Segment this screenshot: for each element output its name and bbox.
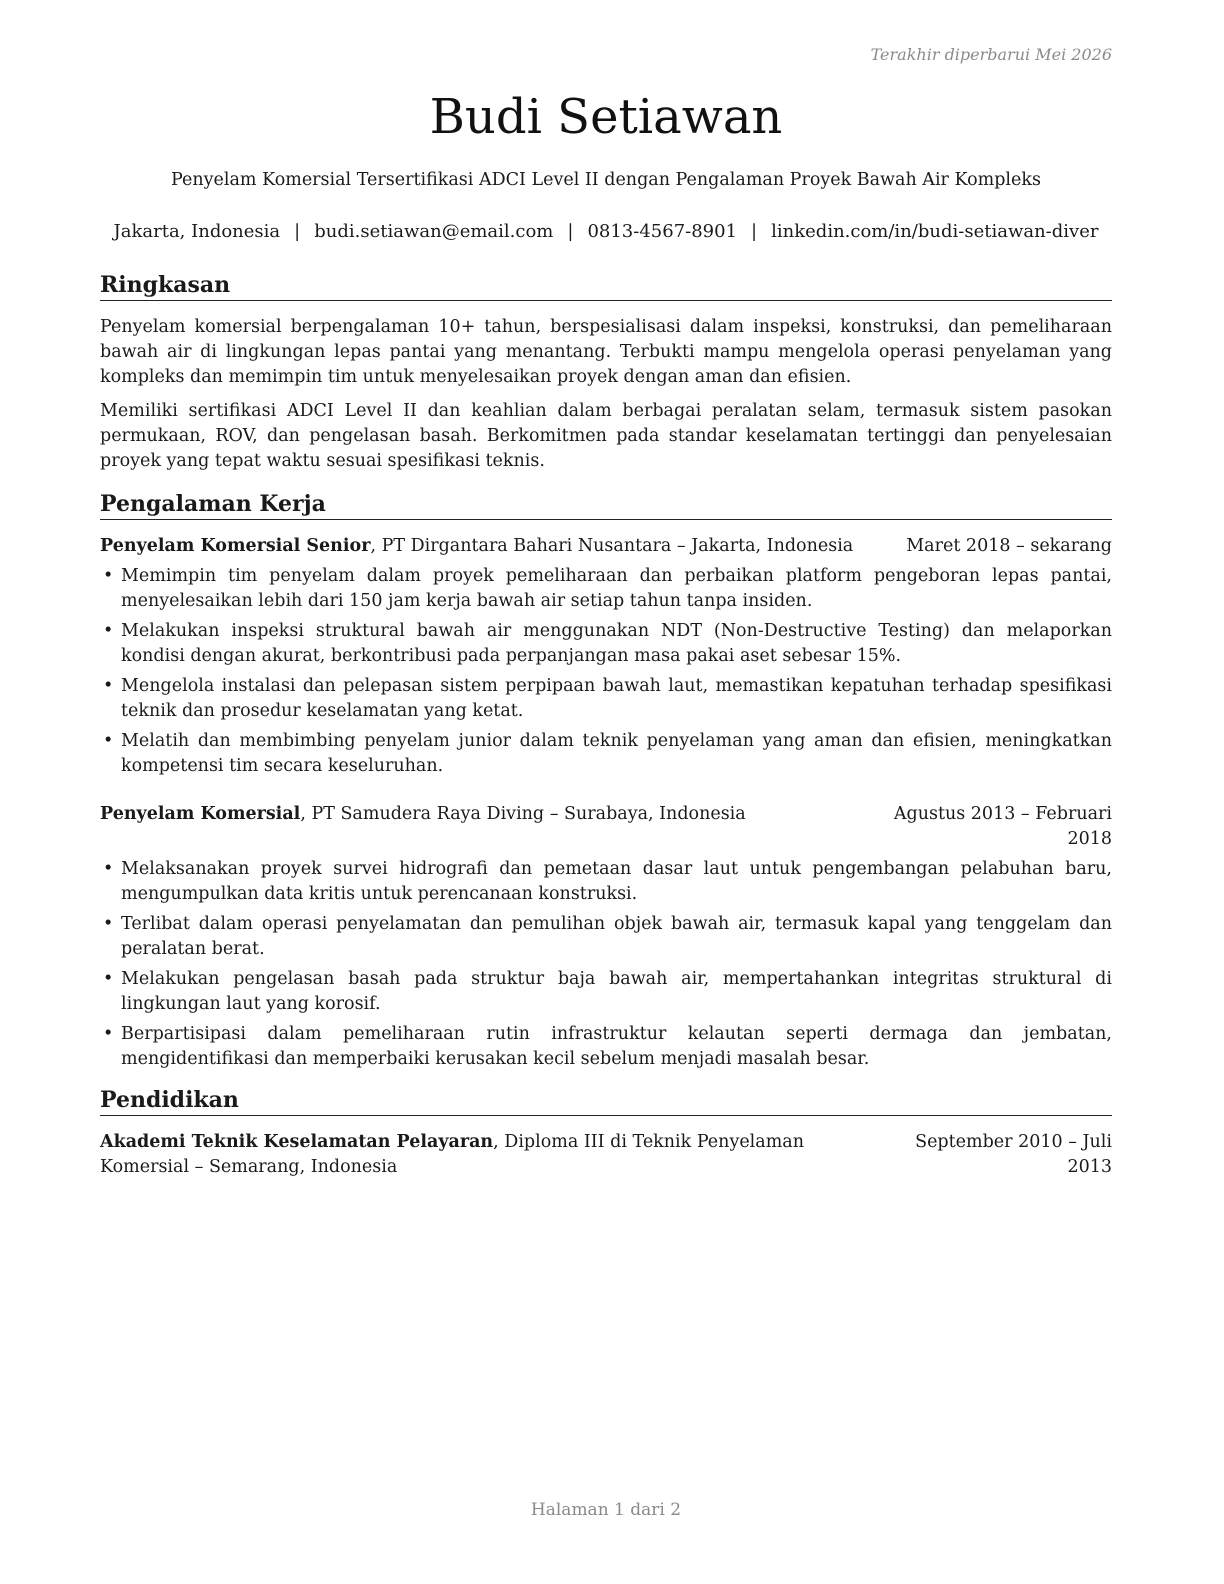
job-bullets [100, 857, 1112, 1072]
job-role: Penyelam Komersial [100, 804, 301, 824]
experience-title: Pengalaman Kerja [100, 489, 1112, 520]
list-item: • Melakukan pengelasan basah pada struktur baja bawah air, mempertahankan integritas struktural di lingkungan laut yang korosif. [103, 969, 1112, 1014]
experience-section [100, 489, 1112, 1072]
contact-phone: 0813-4567-8901 [587, 221, 738, 242]
list-item: • Melatih dan membimbing penyelam junior dalam teknik penyelaman yang aman dan efisien, meningkatkan kompetensi tim secara keseluruhan. [103, 731, 1112, 776]
job-company: , PT Dirgantara Bahari Nusantara – Jakarta, Indonesia [370, 536, 854, 556]
job-dates: Maret 2018 – sekarang [906, 536, 1112, 556]
resume-page [100, 0, 1112, 1584]
contact-linkedin[interactable]: linkedin.com/in/budi-setiawan-diver [771, 221, 1099, 242]
contact-separator: | [567, 221, 574, 242]
summary-section [100, 270, 1112, 474]
job-header [100, 802, 1112, 852]
list-item: • Memimpin tim penyelam dalam proyek pemeliharaan dan perbaikan platform pengeboran lepas pantai, menyelesaikan lebih dari 150 jam kerja bawah air setiap tahun tanpa insiden. [103, 566, 1112, 611]
summary-paragraph: Penyelam komersial berpengalaman 10+ tahun, berspesialisasi dalam inspeksi, konstruksi, dan pemeliharaan bawah air di lingkungan lepas pantai yang menantang. Terbukti mampu mengelola operasi penyelaman yang kompleks dan memimpin tim untuk menyelesaikan proyek dengan aman dan efisien. [100, 317, 1112, 387]
contact-email[interactable]: budi.setiawan@email.com [314, 221, 554, 242]
job-entry [100, 534, 1112, 779]
summary-paragraph: Memiliki sertifikasi ADCI Level II dan keahlian dalam berbagai peralatan selam, termasuk sistem pasokan permukaan, ROV, dan pengelasan basah. Berkomitmen pada standar keselamatan tertinggi dan penyelesaian proyek yang tepat waktu sesuai spesifikasi teknis. [100, 401, 1112, 471]
list-item: • Melakukan inspeksi struktural bawah air menggunakan NDT (Non-Destructive Testing) dan melaporkan kondisi dengan akurat, berkontribusi pada perpanjangan masa pakai aset sebesar 15%. [103, 621, 1112, 666]
contact-location: Jakarta, Indonesia [113, 221, 281, 242]
education-entry [100, 1130, 1112, 1180]
education-dates: September 2010 – Juli 2013 [915, 1132, 1112, 1177]
list-item: • Terlibat dalam operasi penyelamatan dan pemulihan objek bawah air, termasuk kapal yang tenggelam dan peralatan berat. [103, 914, 1112, 959]
education-school: Akademi Teknik Keselamatan Pelayaran [100, 1132, 494, 1152]
job-entry [100, 802, 1112, 1072]
job-dates: Agustus 2013 – Februari 2018 [893, 804, 1112, 849]
candidate-tagline: Penyelam Komersial Tersertifikasi ADCI Level II dengan Pengalaman Proyek Bawah Air Kompleks [171, 170, 1041, 190]
list-item: • Berpartisipasi dalam pemeliharaan rutin infrastruktur kelautan seperti dermaga dan jembatan, mengidentifikasi dan memperbaiki kerusakan kecil sebelum menjadi masalah besar. [103, 1024, 1112, 1069]
contact-separator: | [294, 221, 301, 242]
job-header [100, 534, 1112, 559]
contact-separator: | [751, 221, 758, 242]
job-company: , PT Samudera Raya Diving – Surabaya, Indonesia [300, 804, 746, 824]
page-number: Halaman 1 dari 2 [530, 1500, 682, 1520]
education-detail: , Diploma III di Teknik Penyelaman Komersial – Semarang, Indonesia [100, 1132, 805, 1177]
job-role: Penyelam Komersial Senior [100, 536, 371, 556]
list-item: • Melaksanakan proyek survei hidrografi dan pemetaan dasar laut untuk pengembangan pelabuhan baru, mengumpulkan data kritis untuk perencanaan konstruksi. [103, 859, 1112, 904]
contact-line [100, 219, 1112, 245]
education-title: Pendidikan [100, 1085, 1112, 1116]
job-bullets [100, 564, 1112, 779]
candidate-name: Budi Setiawan [429, 89, 783, 145]
last-updated-note: Terakhir diperbarui Mei 2026 [870, 45, 1112, 64]
summary-title: Ringkasan [100, 270, 1112, 301]
list-item: • Mengelola instalasi dan pelepasan sistem perpipaan bawah laut, memastikan kepatuhan terhadap spesifikasi teknik dan prosedur keselamatan yang ketat. [103, 676, 1112, 721]
education-section [100, 1085, 1112, 1180]
